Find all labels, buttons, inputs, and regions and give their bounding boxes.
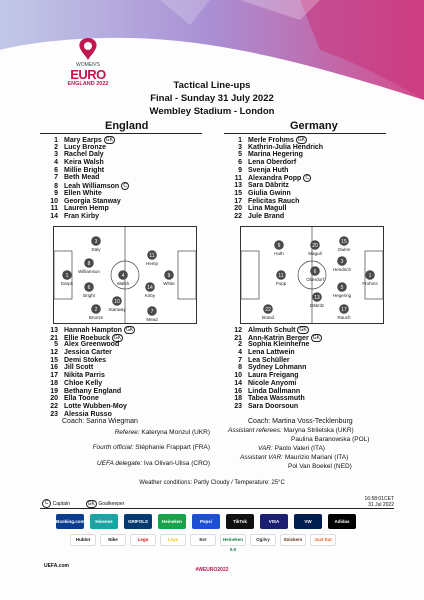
player-row (44, 349, 135, 357)
player-name: Ellen White (64, 189, 102, 197)
uefa-delegate-name: Iva Olivari-Ulisa (CRO) (143, 460, 210, 467)
player-row (44, 205, 129, 213)
player-row (44, 334, 135, 342)
player-marker-number: 6 (87, 284, 91, 291)
player-row (228, 213, 323, 221)
sponsor-logo: VISA (260, 514, 288, 529)
player-name: Millie Bright (64, 166, 105, 174)
player-name: Rachel Daly (64, 151, 104, 159)
timestamp (330, 496, 394, 508)
goalkeeper-badge: GK (125, 327, 134, 333)
player-number: 3 (54, 151, 58, 159)
footer-hashtag: #WEURO2022 (195, 567, 229, 573)
player-row (44, 198, 129, 206)
divider-right (224, 133, 386, 134)
player-row (44, 403, 135, 411)
match-subtitle: Final - Sunday 31 July 2022 (150, 93, 274, 104)
fourth-official-label: Fourth official: (92, 444, 134, 451)
player-number: 10 (234, 372, 242, 380)
captain-badge: C (121, 182, 129, 190)
player-number: 13 (50, 326, 58, 334)
logo-womens: WOMEN'S (75, 62, 100, 68)
assistant-referees-label: Assistant referees: (228, 427, 282, 434)
player-row (44, 372, 135, 380)
player-marker-number: 9 (277, 242, 281, 249)
pitch-left-graphic (54, 227, 196, 323)
player-name: Sara Doorsoun (248, 402, 299, 410)
captain-legend-label: Captain (52, 501, 70, 508)
player-name: Chloe Kelly (64, 379, 103, 387)
player-marker-label: Mead (146, 317, 158, 322)
goalkeeper-badge: GK (297, 137, 306, 143)
player-row (228, 357, 322, 365)
sponsor-logo: TikTok (226, 514, 254, 529)
player-number: 5 (54, 341, 58, 349)
player-name: Giulia Gwinn (248, 189, 291, 197)
assistant-referee-2: Paulina Baranowska (POL) (291, 436, 370, 443)
var-label: VAR: (258, 445, 273, 452)
player-number: 14 (234, 379, 242, 387)
team-left-starters (44, 136, 129, 221)
team-left-subs (44, 326, 135, 418)
footer-divider (40, 508, 394, 509)
player-number: 20 (234, 205, 242, 213)
player-row (228, 182, 323, 190)
sponsor-logo: Lays (160, 534, 186, 546)
legend (40, 499, 124, 508)
player-name: Jill Scott (64, 364, 94, 372)
player-name: Lea Schüller (248, 356, 290, 364)
player-row (44, 182, 129, 190)
assistant-referee-1: Maryna Striletska (UKR) (283, 427, 354, 434)
player-marker-label: Kirby (144, 293, 156, 298)
player-name: Sydney Lohmann (248, 364, 307, 372)
player-number: 18 (50, 379, 58, 387)
player-marker-number: 3 (340, 258, 344, 265)
player-row (228, 151, 323, 159)
gk-symbol: GK (87, 500, 95, 507)
player-number: 7 (238, 356, 242, 364)
player-name: Almuth Schult (248, 326, 296, 334)
player-marker-label: Bright (83, 293, 95, 298)
player-name: Lucy Bronze (64, 143, 107, 151)
player-number: 8 (238, 364, 242, 372)
player-number: 6 (238, 159, 242, 167)
assistant-referees-line (228, 427, 354, 436)
player-name: Leah Williamson (64, 182, 120, 190)
referee-line (40, 429, 210, 438)
sponsor-logo: Hublot (70, 534, 96, 546)
player-name: Felicitas Rauch (248, 197, 300, 205)
player-row (44, 144, 129, 152)
player-number: 22 (234, 212, 242, 220)
sponsor-logo: Snickers (280, 534, 306, 546)
player-name: Nicole Anyomi (248, 379, 297, 387)
team-right-subs (228, 326, 322, 411)
player-marker-label: Brand (261, 315, 275, 320)
player-row (44, 136, 129, 144)
player-number: 2 (54, 143, 58, 151)
player-row (44, 395, 135, 403)
player-name: Sara Däbritz (248, 182, 289, 190)
player-number: 22 (50, 402, 58, 410)
player-marker-number: 14 (147, 284, 153, 291)
pitch-right (240, 226, 384, 324)
player-marker-number: 11 (278, 272, 284, 279)
player-marker-label: Gwinn (337, 247, 351, 252)
pitch-right-graphic (241, 227, 383, 323)
player-name: Tabea Wassmuth (248, 395, 305, 403)
player-marker-number: 3 (94, 238, 98, 245)
player-number: 8 (54, 182, 58, 190)
assistant-var-1: Maurizio Mariani (ITA) (284, 454, 349, 461)
player-marker-number: 1 (368, 272, 372, 279)
player-marker-label: Earps (61, 281, 73, 286)
player-marker-label: Walsh (116, 281, 130, 286)
player-number: 3 (238, 143, 242, 151)
player-number: 2 (238, 341, 242, 349)
player-name: Linda Dallmann (248, 387, 301, 395)
player-row (44, 213, 129, 221)
player-name: Laura Freigang (248, 372, 299, 380)
player-row (228, 341, 322, 349)
player-number: 5 (238, 151, 242, 159)
player-number: 9 (54, 189, 58, 197)
player-row (44, 341, 135, 349)
sponsor-logo: VW (294, 514, 322, 529)
player-name: Hannah Hampton (64, 326, 122, 334)
player-row (228, 372, 322, 380)
player-marker-label: Magull (308, 251, 322, 256)
assistant-var-label: Assistant VAR: (240, 454, 283, 461)
player-name: Merle Frohms (248, 136, 294, 144)
player-name: Jule Brand (248, 212, 285, 220)
player-marker-number: 4 (121, 272, 125, 279)
player-number: 1 (54, 136, 58, 144)
player-marker-label: Hegering (332, 293, 352, 298)
player-marker-label: Bronze (88, 315, 104, 320)
player-row (44, 364, 135, 372)
player-row (44, 151, 129, 159)
player-row (228, 403, 322, 411)
player-name: Lena Lattwein (248, 349, 295, 357)
player-name: Lotte Wubben-Moy (64, 402, 127, 410)
player-name: Fran Kirby (64, 212, 100, 220)
player-row (44, 167, 129, 175)
player-name: Beth Mead (64, 174, 100, 182)
player-marker-number: 2 (94, 306, 98, 313)
player-row (228, 159, 323, 167)
player-number: 11 (234, 175, 242, 183)
gk-legend-label: Goalkeeper (98, 501, 125, 508)
player-name: Lena Oberdorf (248, 159, 297, 167)
player-row (44, 380, 135, 388)
player-marker-number: 10 (114, 298, 120, 305)
player-row (44, 159, 129, 167)
player-marker-number: 1 (65, 272, 69, 279)
fourth-official-name: Stéphanie Frappart (FRA) (135, 444, 210, 451)
goalkeeper-badge: GK (312, 334, 320, 341)
player-number: 12 (50, 349, 58, 357)
goalkeeper-badge: GK (113, 334, 122, 341)
footer-site: UEFA.com (44, 563, 70, 569)
player-number: 16 (234, 387, 242, 395)
player-name: Ann-Katrin Berger (248, 334, 309, 342)
player-number: 15 (234, 189, 242, 197)
player-row (228, 144, 323, 152)
player-number: 13 (234, 182, 242, 190)
player-number: 14 (50, 212, 58, 220)
penalty-area-left (241, 251, 259, 299)
referee-name: Kateryna Monzul (UKR) (141, 429, 210, 436)
captain-badge: C (303, 174, 311, 182)
player-number: 23 (50, 410, 58, 418)
fourth-official-line (40, 444, 210, 453)
assistant-var-2: Pol Van Boekel (NED) (288, 463, 352, 470)
player-marker-label: Frohms (362, 281, 378, 286)
sponsor-logo: Bet (190, 534, 216, 546)
pitch-left (53, 226, 197, 324)
player-marker-number: 22 (265, 306, 271, 313)
player-marker-number: 9 (167, 272, 171, 279)
player-marker-label: Stanway (108, 307, 126, 312)
player-name: Nikita Parris (64, 372, 105, 380)
player-name: Georgia Stanway (64, 197, 121, 205)
player-marker-number: 6 (313, 268, 317, 275)
goalkeeper-badge: GK (105, 137, 113, 143)
timestamp-date: 31 Jul 2022 (368, 502, 394, 508)
player-marker-number: 11 (149, 252, 155, 259)
player-number: 7 (54, 174, 58, 182)
player-marker-label: Hendrich (332, 267, 352, 272)
player-number: 12 (234, 326, 242, 334)
player-name: Lauren Hemp (64, 205, 109, 213)
player-name: Alessia Russo (64, 410, 112, 418)
player-number: 17 (234, 197, 242, 205)
player-marker-label: Huth (274, 251, 284, 256)
assistant-var-line (240, 454, 348, 463)
team-left-name: England (105, 120, 149, 132)
player-name: Demi Stokes (64, 356, 107, 364)
player-number: 20 (50, 395, 58, 403)
player-number: 17 (50, 372, 58, 380)
player-row (44, 190, 129, 198)
player-marker-label: Williamson (78, 269, 100, 274)
player-number: 21 (50, 334, 58, 342)
sponsor-logo: Lego (130, 534, 156, 546)
player-row (228, 364, 322, 372)
player-number: 16 (50, 364, 58, 372)
player-row (44, 174, 129, 182)
weather-conditions: Weather conditions: Partly Cloudy / Temperature: 25°C (139, 480, 285, 486)
player-name: Marina Hegering (248, 151, 303, 159)
player-row (228, 349, 322, 357)
sponsor-logo: Heineken (158, 514, 186, 529)
logo-euro: EURO (70, 67, 106, 82)
player-marker-number: 15 (341, 238, 347, 245)
player-name: Lina Magull (248, 205, 287, 213)
timestamp-time: 16:58:01CET (364, 496, 394, 502)
player-marker-label: Däbritz (309, 303, 325, 308)
player-marker-label: Oberdorf (306, 277, 324, 282)
player-row (228, 388, 322, 396)
player-name: Bethany England (64, 387, 122, 395)
sponsor-logo: Booking.com (56, 514, 84, 529)
player-row (228, 205, 323, 213)
player-row (228, 136, 323, 144)
player-number: 4 (54, 159, 58, 167)
sponsor-logo: Adidas (328, 514, 356, 529)
player-number: 10 (50, 197, 58, 205)
player-marker-number: 8 (87, 260, 91, 267)
var-name: Paolo Valeri (ITA) (274, 445, 325, 452)
player-name: Kathrin-Julia Hendrich (248, 143, 324, 151)
player-marker-label: Hemp (145, 261, 159, 266)
penalty-area-right (178, 251, 196, 299)
player-row (228, 334, 322, 342)
player-name: Ella Toone (64, 395, 99, 403)
player-name: Mary Earps (64, 136, 102, 144)
player-name: Keira Walsh (64, 159, 104, 167)
player-number: 23 (234, 402, 242, 410)
uefa-delegate-line (40, 460, 210, 469)
player-row (44, 388, 135, 396)
player-marker-number: 20 (312, 242, 318, 249)
player-number: 11 (50, 205, 58, 213)
player-row (228, 167, 323, 175)
player-marker-number: 7 (150, 308, 154, 315)
player-number: 1 (238, 136, 242, 144)
var-line (258, 445, 325, 454)
team-right-starters (228, 136, 323, 221)
player-name: Alexandra Popp (248, 175, 302, 183)
player-number: 21 (234, 334, 242, 342)
player-name: Sophia Kleinherne (248, 341, 310, 349)
referee-label: Referee: (114, 429, 140, 436)
player-marker-label: Popp (275, 281, 287, 286)
sponsor-logo: Heineken 0.0 (220, 534, 246, 546)
player-row (228, 326, 322, 334)
coach-left: Coach: Sarina Wiegman (62, 418, 138, 425)
venue: Wembley Stadium - London (149, 106, 275, 117)
player-marker-number: 5 (340, 284, 344, 291)
team-right-name: Germany (290, 120, 338, 132)
player-number: 15 (50, 356, 58, 364)
player-number: 19 (50, 387, 58, 395)
sponsor-logo: Hisense (90, 514, 118, 529)
player-name: Jessica Carter (64, 349, 112, 357)
player-marker-label: Rauch (337, 315, 351, 320)
player-row (228, 380, 322, 388)
sponsor-logo: Just Eat (310, 534, 336, 546)
player-row (44, 357, 135, 365)
player-name: Alex Greenwood (64, 341, 120, 349)
player-marker-label: White (163, 281, 175, 286)
divider-left (40, 133, 202, 134)
goalkeeper-badge: GK (299, 327, 307, 333)
trophy-icon (73, 36, 103, 62)
player-marker-number: 17 (341, 306, 347, 313)
player-number: 6 (54, 166, 58, 174)
player-number: 9 (238, 166, 242, 174)
page-title: Tactical Line-ups (173, 80, 251, 91)
player-number: 18 (234, 395, 242, 403)
uefa-delegate-label: UEFA delegate: (96, 460, 143, 467)
logo-edition: ENGLAND 2022 (67, 81, 109, 87)
player-name: Ellie Roebuck (64, 334, 110, 342)
player-row (228, 395, 322, 403)
player-row (44, 326, 135, 334)
sponsor-logo: GRIFOLS (124, 514, 152, 529)
player-marker-label: Daly (91, 247, 101, 252)
player-name: Svenja Huth (248, 166, 289, 174)
player-number: 4 (238, 349, 242, 357)
player-row (228, 198, 323, 206)
sponsor-logo: Nike (100, 534, 126, 546)
coach-right: Coach: Martina Voss-Tecklenburg (248, 418, 353, 425)
player-row (228, 190, 323, 198)
captain-symbol: C (42, 499, 51, 508)
player-marker-number: 13 (314, 294, 320, 301)
sponsor-logo: Ogilvy (250, 534, 276, 546)
sponsor-logo: Pepsi (192, 514, 220, 529)
player-row (228, 174, 323, 182)
